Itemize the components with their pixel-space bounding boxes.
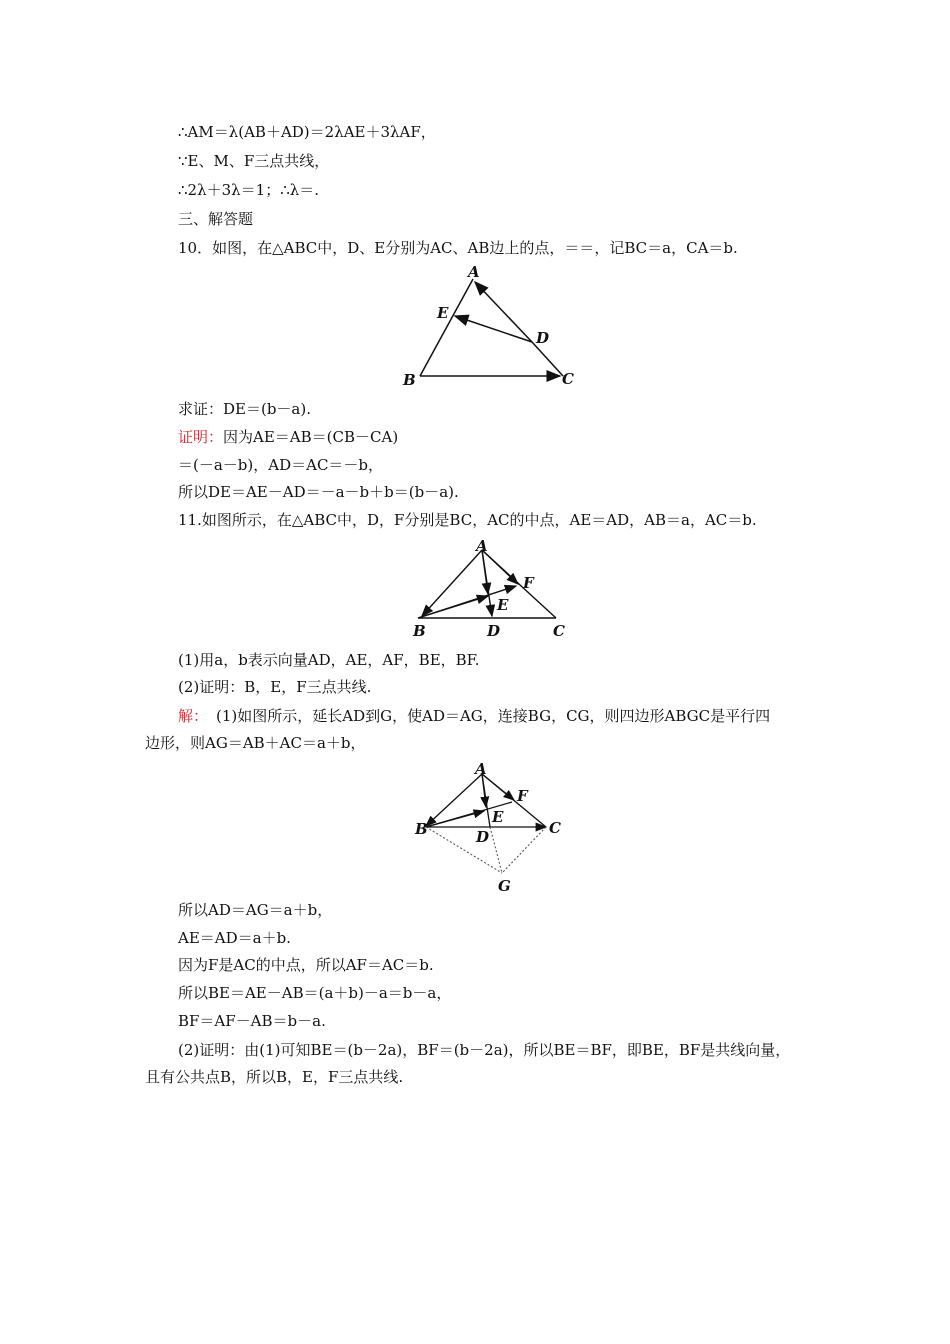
solution-line-8: (2)证明：由(1)可知BE＝(b－2a)，BF＝(b－2a)，所以BE＝BF，即BE，BF是共线向量， [178,1041,791,1059]
solution-line-2: 边形，则AG＝AB＋AC＝a＋b， [145,734,366,752]
fig1-label-b: B [403,371,416,389]
fig3-label-d: D [476,828,490,846]
fig2-label-e: E [497,596,509,614]
fig3-label-g: G [498,877,511,895]
fig2-label-d: D [487,622,501,640]
q11-part-2: (2)证明：B，E，F三点共线. [178,678,372,696]
solution-label: 解： [178,707,209,725]
fig2-label-a: A [476,537,488,555]
fig2-label-b: B [413,622,426,640]
q11-part-1: (1)用a，b表示向量AD，AE，AF，BE，BF. [178,651,480,669]
fig3-label-b: B [415,820,428,838]
line-conclusion-3: ∴2λ＋3λ＝1；∴λ＝. [178,181,320,199]
fig2-label-f: F [523,574,534,592]
solution-line-5: 因为F是AC的中点，所以AF＝AC＝b. [178,956,434,974]
fig1-label-a: A [468,263,480,281]
solution-line-4: AE＝AD＝a＋b. [178,929,291,947]
solution-text-1: (1)如图所示，延长AD到G，使AD＝AG，连接BG，CG，则四边形ABGC是平行四 [216,707,771,725]
proof-line-1 [178,427,398,447]
fig3-label-c: C [549,819,561,837]
proof-label: 证明： [178,428,224,446]
figure-parallelogram [412,760,577,895]
solution-line-3: 所以AD＝AG＝a＋b， [178,901,333,919]
question-11: 11.如图所示，在△ABC中，D，F分别是BC，AC的中点，AE＝AD，AB＝a，AC＝b. [178,511,757,529]
question-10: 10．如图，在△ABC中，D、E分别为AC、AB边上的点，＝＝，记BC＝a，CA＝b. [178,239,738,257]
fig2-label-c: C [553,622,565,640]
line-conclusion-2: ∵E、M、F三点共线， [178,152,330,170]
fig1-label-e: E [437,304,449,322]
fig1-label-c: C [562,370,574,388]
fig3-label-a: A [475,760,487,778]
solution-line-1 [178,706,770,726]
proof-text-1: 因为AE＝AB＝(CB－CA) [223,428,399,446]
q10-prove: 求证：DE＝(b－a). [178,400,311,418]
solution-line-7: BF＝AF－AB＝b－a. [178,1012,326,1030]
fig3-label-f: F [517,787,528,805]
fig1-label-d: D [536,329,550,347]
fig3-label-e: E [492,808,504,826]
section-heading: 三、解答题 [178,210,254,228]
figure-triangle-1 [395,262,595,392]
line-conclusion-1: ∴AM＝λ(AB＋AD)＝2λAE＋3λAF， [178,123,436,141]
figure-triangle-2 [410,536,580,642]
proof-line-3: 所以DE＝AE－AD＝－a－b＋b＝(b－a). [178,483,459,501]
proof-line-2: ＝(－a－b)，AD＝AC＝－b， [178,456,384,474]
solution-line-9: 且有公共点B，所以B，E，F三点共线. [145,1068,404,1086]
solution-line-6: 所以BE＝AE－AB＝(a＋b)－a＝b－a， [178,984,452,1002]
